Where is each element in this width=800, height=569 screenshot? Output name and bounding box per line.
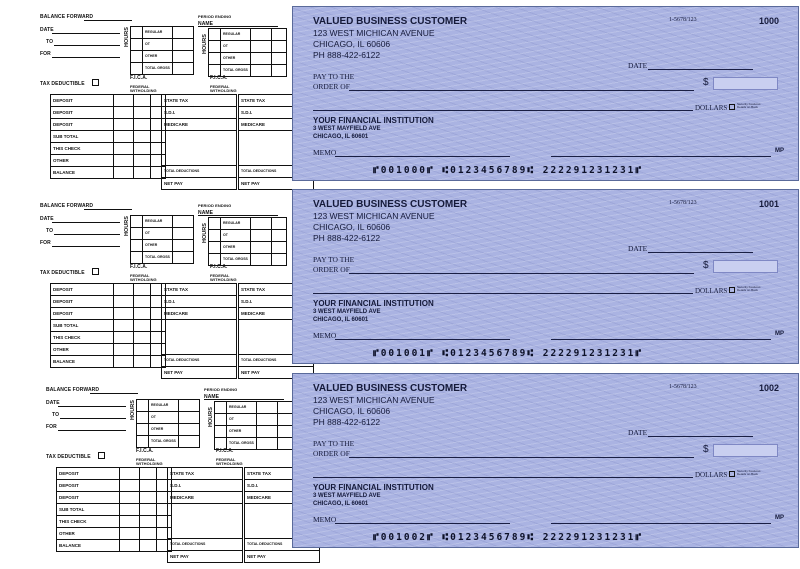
check-number: 1001 bbox=[759, 199, 780, 209]
tax-deductible-checkbox[interactable] bbox=[98, 452, 105, 459]
name-line[interactable] bbox=[198, 215, 278, 216]
period-ending-label: PERIOD ENDING bbox=[198, 14, 232, 19]
ledger-amount-cell[interactable] bbox=[114, 107, 134, 119]
other-hours-label: OTHER bbox=[143, 51, 173, 63]
check bbox=[292, 373, 799, 548]
for-line[interactable] bbox=[58, 430, 126, 431]
ledger-amount-cell[interactable] bbox=[134, 332, 151, 344]
balance-forward-line[interactable] bbox=[84, 209, 132, 210]
check-stub bbox=[44, 387, 329, 569]
ledger-amount-cell[interactable] bbox=[134, 296, 151, 308]
name-label: NAME bbox=[198, 210, 214, 216]
total-deductions-label: TOTAL DEDUCTIONS bbox=[162, 355, 237, 367]
date-label: DATE bbox=[628, 428, 648, 437]
ledger-amount-cell[interactable] bbox=[134, 107, 151, 119]
company-phone: PH 888-422-6122 bbox=[313, 233, 381, 243]
period-ending-label: PERIOD ENDING bbox=[204, 387, 238, 392]
amount-words-line[interactable] bbox=[313, 477, 693, 478]
ledger-row bbox=[57, 516, 172, 528]
pay-to-label: PAY TO THE bbox=[313, 255, 355, 264]
routing-fraction: 1-5678/123 bbox=[669, 17, 697, 23]
bank-name: YOUR FINANCIAL INSTITUTION bbox=[313, 299, 434, 308]
name-label: NAME bbox=[198, 21, 214, 27]
total-deductions-label: TOTAL DEDUCTIONS bbox=[162, 166, 237, 178]
sdi-label: S.D.I. bbox=[162, 107, 237, 119]
date-label: DATE bbox=[46, 400, 60, 406]
ledger-row-label: DEPOSIT bbox=[51, 119, 114, 131]
for-line[interactable] bbox=[52, 57, 120, 58]
ledger-amount-cell[interactable] bbox=[134, 95, 151, 107]
ledger-amount-cell[interactable] bbox=[120, 504, 140, 516]
memo-line[interactable] bbox=[335, 156, 510, 157]
ledger-row bbox=[51, 284, 166, 296]
ledger-amount-cell[interactable] bbox=[114, 344, 134, 356]
ledger-amount-cell[interactable] bbox=[134, 167, 151, 179]
memo-label: MEMO bbox=[313, 515, 337, 524]
company-name: VALUED BUSINESS CUSTOMER bbox=[313, 199, 468, 210]
ledger-row bbox=[57, 492, 172, 504]
total-gross-label: TOTAL GROSS bbox=[143, 63, 173, 75]
ledger-amount-cell[interactable] bbox=[140, 504, 157, 516]
ledger-row bbox=[51, 119, 166, 131]
hours-table-right: REGULAR OT OTHER TOTAL GROSS bbox=[214, 401, 293, 450]
ledger-amount-cell[interactable] bbox=[120, 528, 140, 540]
security-features-text: Security Features Details on Back bbox=[737, 469, 761, 476]
ledger-row-label: DEPOSIT bbox=[51, 284, 114, 296]
ledger-row bbox=[51, 107, 166, 119]
ledger-row bbox=[51, 95, 166, 107]
ledger-row-label: THIS CHECK bbox=[57, 516, 120, 528]
deductions-table-right: STATE TAX S.D.I. MEDICARE TOTAL DEDUCTIONS NET PAY bbox=[238, 283, 314, 379]
to-line[interactable] bbox=[60, 418, 126, 419]
total-gross-label: TOTAL GROSS bbox=[143, 252, 173, 264]
sdi-label: S.D.I. bbox=[168, 480, 243, 492]
ledger-amount-cell[interactable] bbox=[114, 308, 134, 320]
padlock-icon bbox=[729, 471, 735, 477]
company-address-2: CHICAGO, IL 60606 bbox=[313, 39, 391, 49]
tax-deductible-checkbox[interactable] bbox=[92, 268, 99, 275]
fica-label-right: F.I.C.A. bbox=[216, 448, 234, 454]
deductions-table bbox=[161, 283, 237, 379]
state-tax-label: STATE TAX bbox=[162, 95, 237, 107]
ledger-amount-cell[interactable] bbox=[114, 296, 134, 308]
net-pay-label: NET PAY bbox=[168, 551, 243, 563]
ledger-row-label: SUB TOTAL bbox=[51, 320, 114, 332]
ledger-amount-cell[interactable] bbox=[134, 284, 151, 296]
state-tax-label: STATE TAX bbox=[168, 468, 243, 480]
check-number: 1000 bbox=[759, 16, 780, 26]
ledger-row bbox=[51, 296, 166, 308]
date-label: DATE bbox=[40, 27, 54, 33]
ledger-amount-cell[interactable] bbox=[134, 320, 151, 332]
check bbox=[292, 6, 799, 181]
memo-label: MEMO bbox=[313, 148, 337, 157]
company-phone: PH 888-422-6122 bbox=[313, 417, 381, 427]
ledger-row-label: SUB TOTAL bbox=[51, 131, 114, 143]
date-label: DATE bbox=[628, 244, 648, 253]
company-name: VALUED BUSINESS CUSTOMER bbox=[313, 16, 468, 27]
for-label: FOR bbox=[40, 240, 51, 246]
ledger-amount-cell[interactable] bbox=[120, 540, 140, 552]
ledger-amount-cell[interactable] bbox=[120, 480, 140, 492]
to-line[interactable] bbox=[54, 45, 120, 46]
ledger-amount-cell[interactable] bbox=[120, 468, 140, 480]
medicare-label: MEDICARE bbox=[168, 492, 243, 504]
to-label: TO bbox=[46, 39, 54, 45]
for-label: FOR bbox=[40, 51, 51, 57]
federal-withholding-label-right: FEDERAL WITHOLDING bbox=[210, 273, 237, 282]
ot-label: OT bbox=[143, 39, 173, 51]
hours-table bbox=[130, 26, 194, 75]
tax-deductible-label: TAX DEDUCTIBLE bbox=[40, 81, 85, 87]
hours-table-right: REGULAR OT OTHER TOTAL GROSS bbox=[208, 217, 287, 266]
ledger-row-label: SUB TOTAL bbox=[57, 504, 120, 516]
ledger-amount-cell[interactable] bbox=[114, 167, 134, 179]
ledger-amount-cell[interactable] bbox=[134, 356, 151, 368]
signature-line[interactable] bbox=[551, 523, 771, 524]
deductions-table-right: STATE TAX S.D.I. MEDICARE TOTAL DEDUCTIONS NET PAY bbox=[238, 94, 314, 190]
deductions-table-right: STATE TAX S.D.I. MEDICARE TOTAL DEDUCTIONS NET PAY bbox=[244, 467, 320, 563]
bank-name: YOUR FINANCIAL INSTITUTION bbox=[313, 483, 434, 492]
federal-withholding-label: FEDERAL WITHOLDING bbox=[130, 84, 157, 93]
check-stub bbox=[38, 14, 323, 196]
hours-label-right: HOURS bbox=[202, 223, 208, 243]
fica-label: F.I.C.A. bbox=[136, 448, 154, 454]
bank-name: YOUR FINANCIAL INSTITUTION bbox=[313, 116, 434, 125]
ledger-amount-cell[interactable] bbox=[134, 143, 151, 155]
ledger-row bbox=[51, 143, 166, 155]
amount-words-line[interactable] bbox=[313, 110, 693, 111]
ledger-amount-cell[interactable] bbox=[114, 320, 134, 332]
ledger-table bbox=[56, 467, 172, 552]
ledger-table bbox=[50, 94, 166, 179]
total-gross-label: TOTAL GROSS bbox=[149, 436, 179, 448]
amount-box[interactable] bbox=[713, 260, 778, 273]
pay-to-label: PAY TO THE bbox=[313, 439, 355, 448]
hours-label-right: HOURS bbox=[202, 34, 208, 54]
to-label: TO bbox=[52, 412, 60, 418]
dollars-label: DOLLARS bbox=[695, 471, 728, 479]
mp-icon: MP bbox=[775, 148, 784, 154]
ledger-amount-cell[interactable] bbox=[140, 468, 157, 480]
name-line[interactable] bbox=[204, 399, 284, 400]
payee-line[interactable] bbox=[349, 457, 694, 458]
for-label: FOR bbox=[46, 424, 57, 430]
ledger-row bbox=[51, 320, 166, 332]
micr-line: ⑈001002⑈ ⑆0123456789⑆ 222291231231⑈ bbox=[373, 532, 644, 543]
ledger-row-label: DEPOSIT bbox=[57, 480, 120, 492]
check-number: 1002 bbox=[759, 383, 780, 393]
ledger-row bbox=[57, 480, 172, 492]
ledger-row-label: DEPOSIT bbox=[57, 468, 120, 480]
bank-address-2: CHICAGO, IL 60601 bbox=[313, 501, 369, 507]
ledger-row bbox=[51, 167, 166, 179]
company-phone: PH 888-422-6122 bbox=[313, 50, 381, 60]
routing-fraction: 1-5678/123 bbox=[669, 384, 697, 390]
for-line[interactable] bbox=[52, 246, 120, 247]
dollars-label: DOLLARS bbox=[695, 287, 728, 295]
period-ending-label: PERIOD ENDING bbox=[198, 203, 232, 208]
hours-table bbox=[136, 399, 200, 448]
micr-line: ⑈001001⑈ ⑆0123456789⑆ 222291231231⑈ bbox=[373, 348, 644, 359]
ledger-row-label: OTHER bbox=[57, 528, 120, 540]
ledger-amount-cell[interactable] bbox=[134, 308, 151, 320]
hours-table-right: REGULAR OT OTHER TOTAL GROSS bbox=[208, 28, 287, 77]
hours-label: HOURS bbox=[130, 400, 136, 420]
payee-line[interactable] bbox=[349, 90, 694, 91]
date-line[interactable] bbox=[52, 33, 120, 34]
fica-label: F.I.C.A. bbox=[130, 264, 148, 270]
deductions-table bbox=[167, 467, 243, 563]
regular-label: REGULAR bbox=[149, 400, 179, 412]
federal-withholding-label-right: FEDERAL WITHOLDING bbox=[210, 84, 237, 93]
ledger-amount-cell[interactable] bbox=[114, 332, 134, 344]
tax-deductible-label: TAX DEDUCTIBLE bbox=[40, 270, 85, 276]
other-hours-label: OTHER bbox=[149, 424, 179, 436]
ledger-amount-cell[interactable] bbox=[114, 119, 134, 131]
hours-label: HOURS bbox=[124, 27, 130, 47]
company-address-1: 123 WEST MICHICAN AVENUE bbox=[313, 211, 435, 221]
padlock-icon bbox=[729, 104, 735, 110]
ledger-amount-cell[interactable] bbox=[140, 492, 157, 504]
ledger-amount-cell[interactable] bbox=[140, 516, 157, 528]
bank-address-1: 3 WEST MAYFIELD AVE bbox=[313, 493, 381, 499]
memo-line[interactable] bbox=[335, 523, 510, 524]
ledger-amount-cell[interactable] bbox=[120, 492, 140, 504]
deductions-table bbox=[161, 94, 237, 190]
ot-label: OT bbox=[143, 228, 173, 240]
regular-label: REGULAR bbox=[143, 27, 173, 39]
balance-forward-line[interactable] bbox=[90, 393, 138, 394]
memo-line[interactable] bbox=[335, 339, 510, 340]
ledger-row-label: DEPOSIT bbox=[51, 296, 114, 308]
balance-forward-label: BALANCE FORWARD bbox=[46, 387, 100, 393]
dollar-sign: $ bbox=[703, 260, 709, 271]
ledger-row-label: THIS CHECK bbox=[51, 143, 114, 155]
mp-icon: MP bbox=[775, 515, 784, 521]
company-address-2: CHICAGO, IL 60606 bbox=[313, 222, 391, 232]
signature-line[interactable] bbox=[551, 339, 771, 340]
ledger-amount-cell[interactable] bbox=[114, 143, 134, 155]
fica-label: F.I.C.A. bbox=[130, 75, 148, 81]
routing-fraction: 1-5678/123 bbox=[669, 200, 697, 206]
ledger-row bbox=[51, 308, 166, 320]
ledger-row-label: DEPOSIT bbox=[51, 95, 114, 107]
padlock-icon bbox=[729, 287, 735, 293]
net-pay-label: NET PAY bbox=[162, 178, 237, 190]
medicare-label: MEDICARE bbox=[162, 308, 237, 320]
pay-to-label: PAY TO THE bbox=[313, 72, 355, 81]
order-of-label: ORDER OF bbox=[313, 82, 350, 91]
date-label: DATE bbox=[628, 61, 648, 70]
ledger-row bbox=[51, 332, 166, 344]
bank-address-1: 3 WEST MAYFIELD AVE bbox=[313, 126, 381, 132]
ledger-row bbox=[57, 528, 172, 540]
check-stub bbox=[38, 203, 323, 385]
sdi-label: S.D.I. bbox=[162, 296, 237, 308]
hours-table bbox=[130, 215, 194, 264]
date-line[interactable] bbox=[648, 436, 753, 437]
company-address-2: CHICAGO, IL 60606 bbox=[313, 406, 391, 416]
medicare-label: MEDICARE bbox=[162, 119, 237, 131]
ledger-amount-cell[interactable] bbox=[120, 516, 140, 528]
total-deductions-label: TOTAL DEDUCTIONS bbox=[168, 539, 243, 551]
payee-line[interactable] bbox=[349, 273, 694, 274]
dollars-label: DOLLARS bbox=[695, 104, 728, 112]
name-label: NAME bbox=[204, 394, 220, 400]
ledger-row-label: DEPOSIT bbox=[57, 492, 120, 504]
dollar-sign: $ bbox=[703, 444, 709, 455]
ledger-amount-cell[interactable] bbox=[134, 119, 151, 131]
ledger-row bbox=[51, 356, 166, 368]
signature-line[interactable] bbox=[551, 156, 771, 157]
name-line[interactable] bbox=[198, 26, 278, 27]
other-hours-label: OTHER bbox=[143, 240, 173, 252]
date-line[interactable] bbox=[648, 69, 753, 70]
ledger-amount-cell[interactable] bbox=[114, 155, 134, 167]
federal-withholding-label: FEDERAL WITHOLDING bbox=[130, 273, 157, 282]
ledger-amount-cell[interactable] bbox=[114, 356, 134, 368]
date-line[interactable] bbox=[58, 406, 126, 407]
ledger-row-label: BALANCE bbox=[51, 356, 114, 368]
fica-label-right: F.I.C.A. bbox=[210, 75, 228, 81]
hours-label: HOURS bbox=[124, 216, 130, 236]
ot-label: OT bbox=[149, 412, 179, 424]
to-label: TO bbox=[46, 228, 54, 234]
net-pay-label: NET PAY bbox=[162, 367, 237, 379]
order-of-label: ORDER OF bbox=[313, 265, 350, 274]
tax-deductible-label: TAX DEDUCTIBLE bbox=[46, 454, 91, 460]
ledger-row bbox=[57, 540, 172, 552]
security-features-text: Security Features Details on Back bbox=[737, 102, 761, 109]
balance-forward-label: BALANCE FORWARD bbox=[40, 203, 94, 209]
ledger-row bbox=[57, 468, 172, 480]
ledger-row bbox=[57, 504, 172, 516]
company-name: VALUED BUSINESS CUSTOMER bbox=[313, 383, 468, 394]
order-of-label: ORDER OF bbox=[313, 449, 350, 458]
federal-withholding-label-right: FEDERAL WITHOLDING bbox=[216, 457, 243, 466]
ledger-amount-cell[interactable] bbox=[134, 131, 151, 143]
ledger-row-label: DEPOSIT bbox=[51, 308, 114, 320]
memo-label: MEMO bbox=[313, 331, 337, 340]
bank-address-2: CHICAGO, IL 60601 bbox=[313, 317, 369, 323]
ledger-row-label: OTHER bbox=[51, 155, 114, 167]
security-features-text: Security Features Details on Back bbox=[737, 285, 761, 292]
ledger-amount-cell[interactable] bbox=[114, 95, 134, 107]
to-line[interactable] bbox=[54, 234, 120, 235]
date-label: DATE bbox=[40, 216, 54, 222]
ledger-row-label: BALANCE bbox=[51, 167, 114, 179]
balance-forward-label: BALANCE FORWARD bbox=[40, 14, 94, 20]
state-tax-label: STATE TAX bbox=[162, 284, 237, 296]
ledger-amount-cell[interactable] bbox=[134, 344, 151, 356]
bank-address-2: CHICAGO, IL 60601 bbox=[313, 134, 369, 140]
company-address-1: 123 WEST MICHICAN AVENUE bbox=[313, 28, 435, 38]
dollar-sign: $ bbox=[703, 77, 709, 88]
ledger-amount-cell[interactable] bbox=[134, 155, 151, 167]
micr-line: ⑈001000⑈ ⑆0123456789⑆ 222291231231⑈ bbox=[373, 165, 644, 176]
fica-label-right: F.I.C.A. bbox=[210, 264, 228, 270]
ledger-row bbox=[51, 155, 166, 167]
ledger-amount-cell[interactable] bbox=[114, 284, 134, 296]
date-line[interactable] bbox=[52, 222, 120, 223]
balance-forward-line[interactable] bbox=[84, 20, 132, 21]
ledger-table bbox=[50, 283, 166, 368]
ledger-amount-cell[interactable] bbox=[114, 131, 134, 143]
federal-withholding-label: FEDERAL WITHOLDING bbox=[136, 457, 163, 466]
date-line[interactable] bbox=[648, 252, 753, 253]
ledger-row-label: BALANCE bbox=[57, 540, 120, 552]
bank-address-1: 3 WEST MAYFIELD AVE bbox=[313, 309, 381, 315]
company-address-1: 123 WEST MICHICAN AVENUE bbox=[313, 395, 435, 405]
regular-label: REGULAR bbox=[143, 216, 173, 228]
amount-words-line[interactable] bbox=[313, 293, 693, 294]
ledger-row-label: OTHER bbox=[51, 344, 114, 356]
hours-label-right: HOURS bbox=[208, 407, 214, 427]
ledger-amount-cell[interactable] bbox=[140, 480, 157, 492]
check bbox=[292, 189, 799, 364]
amount-box[interactable] bbox=[713, 77, 778, 90]
tax-deductible-checkbox[interactable] bbox=[92, 79, 99, 86]
ledger-row-label: DEPOSIT bbox=[51, 107, 114, 119]
ledger-amount-cell[interactable] bbox=[140, 528, 157, 540]
amount-box[interactable] bbox=[713, 444, 778, 457]
ledger-amount-cell[interactable] bbox=[140, 540, 157, 552]
ledger-row bbox=[51, 131, 166, 143]
ledger-row bbox=[51, 344, 166, 356]
mp-icon: MP bbox=[775, 331, 784, 337]
ledger-row-label: THIS CHECK bbox=[51, 332, 114, 344]
